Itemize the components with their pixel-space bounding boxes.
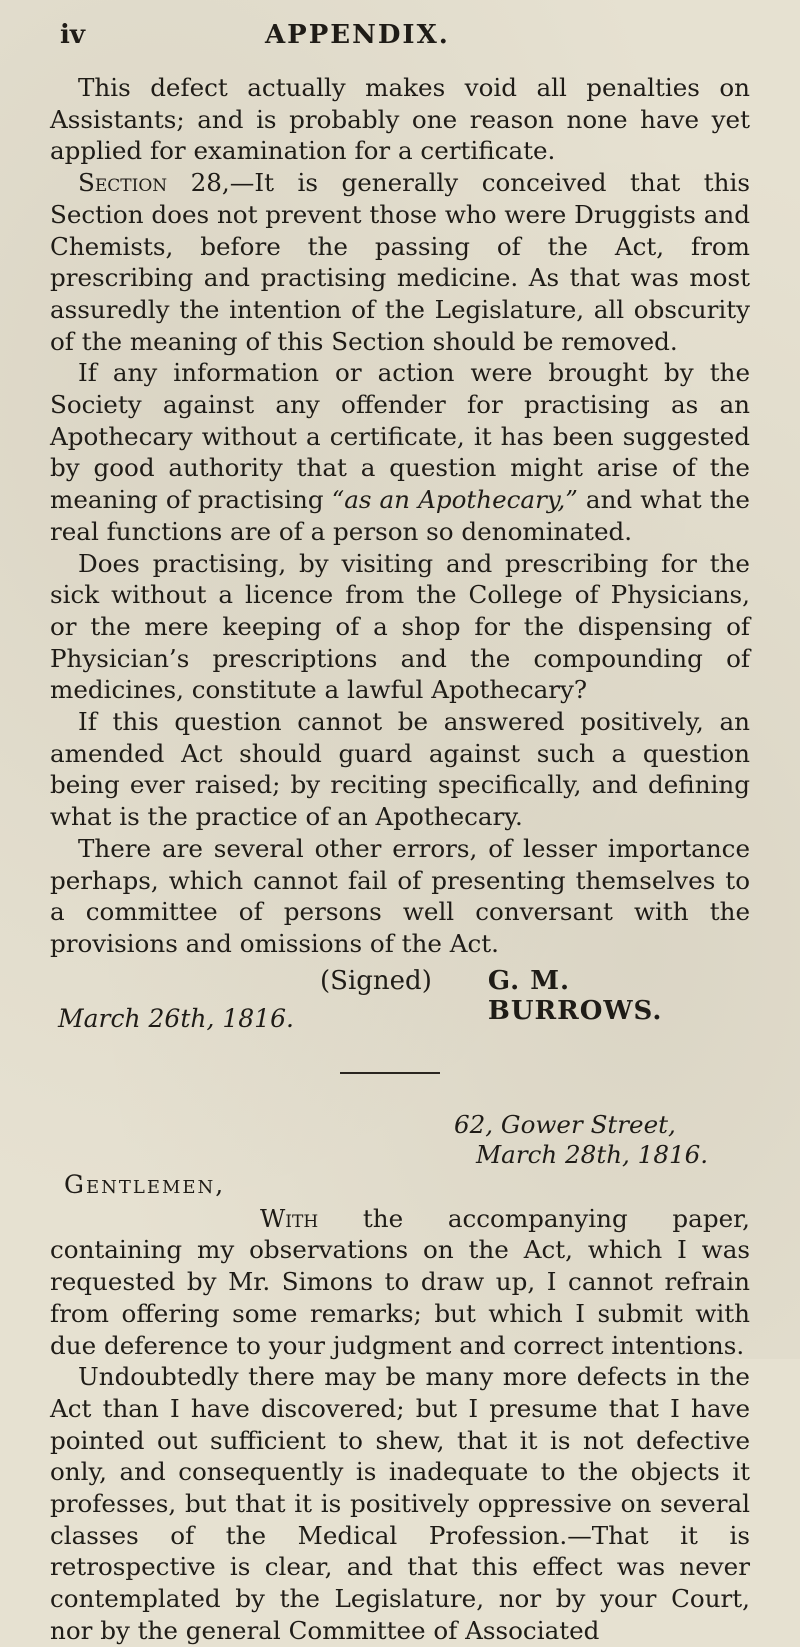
paragraph [50,357,750,547]
paragraph: There are several other errors, of lesser importance perhaps, which cannot fail of presenting themselves to a committee of persons well conversant with the provisions and omissions of the Act. [50,833,750,958]
signed-label: (Signed) [320,965,432,996]
letter-address [454,1110,750,1170]
running-head: APPENDIX. [265,20,450,50]
paragraph: If this question cannot be answered positively, an amended Act should guard against such a question being ever raised; by reciting specifically, and defining what is the practice of an Apothecary. [50,707,750,832]
quoted-phrase: “as an Apothecary,” [331,485,578,515]
signature-date: March 26th, 1816. [58,1003,294,1033]
paragraph-text: It is generally conceived that this Section does not prevent those who were Druggists and Chemists, before the passing of the Act, from prescribing and practising medicine. As that was most assuredly the intention of the Legislature, all obscurity of the meaning of this Section should be removed. [50,168,751,356]
salutation: Gentlemen, [64,1169,226,1199]
signer-name: G. M. BURROWS. [487,965,663,1026]
section-dash: — [229,168,255,198]
paragraph-text: the accompanying paper, containing my observations on the Act, which I was requested by Mr. Simons to draw up, I cannot refrain from offering some remarks; but which I submit with due deference to your judgment and correct intentions. [50,1203,750,1360]
page-header [50,20,750,72]
body-text [50,72,750,960]
paragraph-text: If any information or action were brought by the Society against any offender for practising as an Apothecary without a certificate, it has been suggested by good authority that a question might arise of the meaning of practising [50,358,750,515]
paragraph: Does practising, by visiting and prescribing for the sick without a licence from the College of Physicians, or the mere keeping of a shop for the dispensing of Physician’s prescriptions and the compounding of medicines, constitute a lawful Apothecary? [50,548,750,705]
section-divider [340,1072,440,1074]
opening-word: With [260,1203,319,1233]
paragraph: This defect actually makes void all penalties on Assistants; and is probably one reason none have yet applied for examination for a certificate. [50,73,750,166]
page-number: iv [60,20,85,50]
section-label: Section 28, [78,168,230,198]
letter-body [50,1203,750,1647]
address-date: March 28th, 1816. [476,1139,709,1169]
paragraph: Undoubtedly there may be many more defects in the Act than I have discovered; but I presume that I have pointed out sufficient to shew, that it is not defective only, and consequently is inadequate to the objects it professes, but that it is positively oppressive on several classes of the Medical Profession.—That it is retrospective is clear, and that this effect was never contemplated by the Legislature, nor by your Court, nor by the general Committee of Associated [50,1362,750,1645]
paragraph [50,167,750,357]
paragraph-text: and what the real functions are of a person so denominated. [50,485,750,546]
paragraph [50,1203,750,1362]
address-line: 62, Gower Street, [454,1109,676,1139]
